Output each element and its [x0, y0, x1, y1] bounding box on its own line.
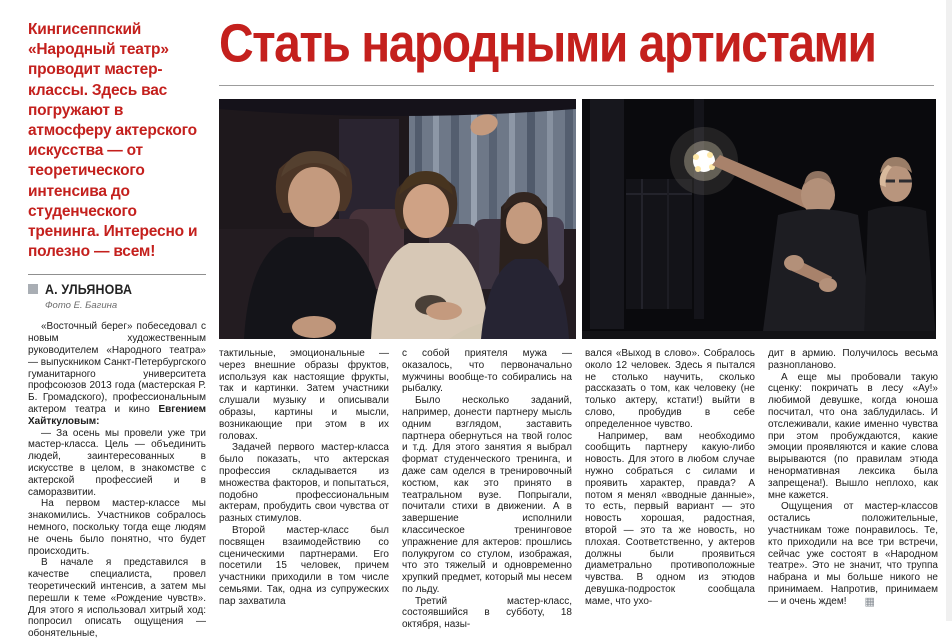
article-main [219, 14, 938, 631]
paragraph: Задачей первого мастер-класса было показать, что актерская профессия складывается из множества факторов, и попытаться, подобно профессиональным актерам, пробудить свои чувства от разных стимулов. [219, 442, 389, 525]
paragraph [768, 501, 938, 607]
byline-divider [28, 274, 206, 275]
stage-floor [582, 331, 936, 339]
paragraph: Например, вам необходимо сообщить партнеру какую-либо новость. Для этого в любом случае нужно собраться с силами и проявить характер, правда? А потом я менял «вводные данные», то есть, первый вариант — это новость хорошая, радостная, второй — это та же новость, но плохая. Соответственно, у актеров должны были проявиться диаметрально противоположные чувства. В одном из этюдов девушка-подросток сообщала маме, что ухо- [585, 430, 755, 607]
paragraph: вался «Выход в слово». Собралось около 12 человек. Здесь я пытался не столько научить, сколько рассказать о том, как человеку (не только актеру, кстати!) выйти в слово, пробудив в себе определенное чувство. [585, 347, 755, 430]
paragraph: В начале я представился в качестве специалиста, провел теоретический интенсив, а затем мы перешли к теме «Рождение чувств». Для этого я использовал хитрый ход: попросил описать ощущения — обонятельные, [28, 557, 206, 640]
article-lead: Кингисеппский «Народный театр» проводит мастер-классы. Здесь вас погружают в атмосферу актерского искусства — от теоретического интенсива до студенческого тренинга. Интересно и полезно — всем! [28, 21, 198, 261]
text-column-4 [768, 348, 938, 631]
paragraph: с собой приятеля мужа — оказалось, что первоначально мужчины вообще-то собирались на рыбалку. [402, 347, 572, 395]
article-end-mark-icon: ▦ [864, 594, 875, 608]
paragraph: Второй мастер-класс был посвящен взаимодействию со сценическими партнерами. Его посетили 15 человек, причем участники приходили в том числе семьями. Так, одна из супружеских пар захватила [219, 524, 389, 607]
text-column-2 [402, 348, 572, 631]
photo-row [219, 99, 934, 339]
paragraph: А еще мы пробовали такую сценку: покричать в лесу «Ау!» любимой девушке, когда юноша посчитал, что она заблудилась. И отслеживали, какие именно чувства при этом пробуждаются, какие эмоции проявляются и какие слова вырываются (по правилам этюда ненормативная лексика была запрещена!). Вышло неплохо, как мне кажется. [768, 371, 938, 501]
page-title: Стать народными артистами [219, 14, 876, 74]
paragraph-text: Ощущения от мастер-классов остались положительные, участникам тоже понравилось. Те, кто приходили на все три встречи, сейчас уже состоят в «Народном театре». Это не значит, что труппа набрана и мы больше никого не принимаем. Напротив, принимаем — и очень ждем! [768, 501, 938, 607]
person-name-bold: Евгением Хайткуловым: [28, 404, 206, 427]
text-column-1 [219, 348, 389, 631]
article-columns [219, 347, 938, 631]
stage-photo [582, 99, 936, 339]
byline-square-icon [28, 284, 38, 294]
sidebar-body-text [28, 321, 206, 640]
photo-credit: Фото Е. Багина [45, 300, 118, 312]
article-sidebar [28, 18, 207, 640]
byline [28, 282, 206, 297]
audience-photo [219, 99, 576, 339]
text-column-3 [585, 348, 755, 631]
author-name: А. УЛЬЯНОВА [45, 282, 133, 298]
paragraph: — За осень мы провели уже три мастер-класса. Цель — объединить людей, заинтересованных в искусстве в целом, в знакомстве с актерской профессией и в саморазвитии. [28, 427, 206, 498]
paragraph: Третий мастер-класс, состоявшийся в субботу, 18 октября, назы- [402, 595, 572, 631]
paragraph: тактильные, эмоциональные — через внешние образы фруктов, используя как настоящие фрукты, так и картинки. Затем участники слушали музыку и описывали образы, картины и мысли, возникающие при этом в их головах. [219, 347, 389, 442]
paragraph: На первом мастер-классе мы знакомились. Участников собралось немного, поскольку тогда еще людям не очень было понятно, что будет происходить. [28, 498, 206, 557]
paragraph [28, 321, 206, 427]
paragraph-text: «Восточный берег» побеседовал с новым художественным руководителем «Народного театра» — выпускником Санкт-Петербургского гуманитарного университета профсоюзов 2013 года (мастерская Р. Б. Громадского), профессиональным актером театра и кино [28, 321, 207, 416]
paragraph: Было несколько заданий, например, донести партнеру мысль одним взглядом, заставить партнера обернуться на твой голос и т.д. Для этого занятия я выбрал формат студенческого тренинга, и даже сам оделся в тренировочный костюм, как это принято в театральном вузе. Попрыгали, почитали стихи в движении. А в завершение исполнили классическое тренинговое упражнение для актеров: прошлись полукругом со стулом, изображая, что это тяжелый и одновременно хрупкий предмет, который мы несем по льду. [402, 395, 572, 595]
paragraph: дит в армию. Получилось весьма разнопланово. [768, 347, 938, 371]
headline-divider [219, 85, 934, 86]
